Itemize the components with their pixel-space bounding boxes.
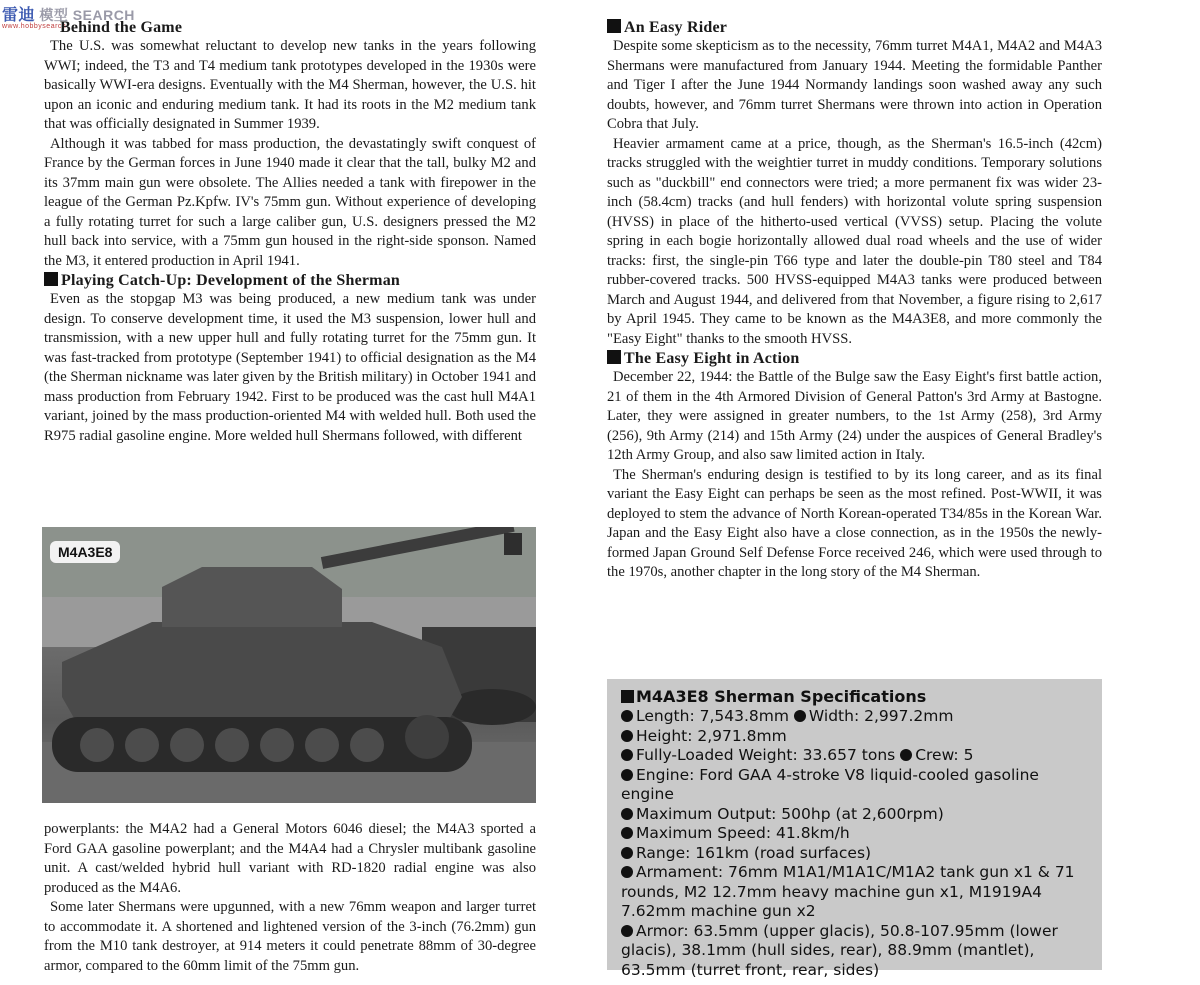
left-column-bottom <box>44 820 536 976</box>
heading-text: Behind the Game <box>60 19 183 36</box>
paragraph: The Sherman's enduring design is testified to by its long career, and as its final variant the Easy Eight can perhaps be seen as the most refined. Post-WWII, it was deployed to stem the advance of North Korean-operated T34/85s in the Korean War. Japan and the Easy Eight also have a close connection, as in the 1950s the newly-formed Japan Ground Self Defense Force received 246, which were used through to the 1970s, another chapter in the long story of the M4 Sherman. <box>607 466 1102 580</box>
bullet-icon <box>900 749 912 761</box>
right-column <box>607 18 1102 583</box>
paragraph: Despite some skepticism as to the necessity, 76mm turret M4A1, M4A2 and M4A3 Shermans were manufactured from January 1944. Meeting the formidable Panther and Tiger I after the June 1944 Normandy landings soon washed away any such doubts, however, and 76mm turret Shermans were thrown into action in Operation Cobra that July. <box>607 38 1102 132</box>
heading-behind-the-game <box>44 18 536 37</box>
spec-speed <box>621 824 1096 844</box>
bullet-icon <box>621 749 633 761</box>
paragraph: December 22, 1944: the Battle of the Bulge saw the Easy Eight's first battle action, 21 of them in the 4th Armored Division of General Patton's 3rd Army at Bastogne. Later, they were assigned in greater numbers, to the 1st Army (258), 3rd Army (256), 9th Army (214) and 15th Army (24) under the auspices of General Bradley's 12th Army Group, and also saw limited action in Italy. <box>607 369 1102 463</box>
bullet-icon <box>794 710 806 722</box>
heading-text: The Easy Eight in Action <box>624 350 800 367</box>
bullet-icon <box>621 827 633 839</box>
specifications-title <box>621 687 1096 707</box>
paragraph: Heavier armament came at a price, though, as the Sherman's 16.5-inch (42cm) tracks struggled with the weightier turret in muddy conditions. Temporary solutions such as "duckbill" end connectors were tried; a more permanent fix was wider 23-inch (58.4cm) tracks (and hull fenders) with horizontal volute spring suspension (HVSS) in place of the hitherto-used vertical (VVSS) setup. Placing the volute spring in each bogie horizontally allowed dual road wheels and the use of wider tracks: first, the single-pin T66 type and later the double-pin T80 steel and T84 rubber-covered tracks. 500 HVSS-equipped M4A3 tanks were produced between March and August 1944, and delivered from that November, a figure rising to 2,617 by April 1945. They came to be known as the M4A3E8, and more commonly the "Easy Eight" thanks to the smooth HVSS. <box>607 135 1102 347</box>
spec-range <box>621 844 1096 864</box>
bullet-icon <box>621 847 633 859</box>
spec-output-text: Maximum Output: 500hp (at 2,600rpm) <box>636 804 944 823</box>
spec-height-text: Height: 2,971.8mm <box>636 726 787 745</box>
paragraph: Even as the stopgap M3 was being produced, a new medium tank was under design. To conserve development time, it used the M3 suspension, lower hull and transmission, with a new upper hull and fully rotating turret for the 75mm gun. It was fast-tracked from prototype (September 1941) to official designation as the M4 (the Sherman nickname was later given by the British military) in October 1941 and mass production from February 1942. First to be produced was the cast hull M4A1 variant, joined by the mass production-oriented M4 with welded hull. Both used the R975 radial gasoline engine. More welded hull Shermans followed, with different <box>44 291 536 444</box>
watermark-brand: 模型 SEARCH <box>39 7 135 23</box>
spec-armament-text: Armament: 76mm M1A1/M1A1C/M1A2 tank gun x1 & 71 rounds, M2 12.7mm heavy machine gun x1, M1919A4 7.62mm machine gun x2 <box>621 863 1075 920</box>
tank-photo <box>42 527 536 803</box>
watermark-cn: 雷迪 <box>2 7 36 24</box>
left-column <box>44 18 536 446</box>
heading-easy-rider <box>607 18 1102 37</box>
specifications-title-text: M4A3E8 Sherman Specifications <box>636 687 927 706</box>
paragraph: Some later Shermans were upgunned, with a new 76mm weapon and larger turret to accommodate it. A shortened and lightened version of the 3-inch (76.2mm) gun from the M10 tank destroyer, at 914 meters it could penetrate 88mm of 30-degree armor, compared to the 60mm limit of the 75mm gun. <box>44 899 536 974</box>
tank-illustration <box>42 527 536 803</box>
bullet-icon <box>621 925 633 937</box>
bullet-icon <box>621 866 633 878</box>
bullet-icon <box>621 808 633 820</box>
spec-length-width <box>621 707 1096 727</box>
spec-speed-text: Maximum Speed: 41.8km/h <box>636 824 850 842</box>
square-bullet-icon <box>607 350 621 364</box>
spec-range-text: Range: 161km (road surfaces) <box>636 843 872 862</box>
spec-length: Length: 7,543.8mm <box>636 707 789 725</box>
heading-catch-up <box>44 271 536 290</box>
heading-text: An Easy Rider <box>624 19 728 36</box>
spec-crew: Crew: 5 <box>915 746 974 764</box>
paragraph: powerplants: the M4A2 had a General Motors 6046 diesel; the M4A3 sported a Ford GAA gasoline powerplant; and the M4A4 had a Chrysler multibank gasoline unit. A cast/welded hybrid hull variant with RD-1820 radial engine was also produced as the M4A6. <box>44 821 536 896</box>
bullet-icon <box>621 730 633 742</box>
heading-easy-eight-in-action <box>607 349 1102 368</box>
paragraph: Although it was tabbed for mass production, the devastatingly swift conquest of France by the German forces in June 1940 made it clear that the tall, bulky M2 and its 37mm main gun were obsolete. The Allies needed a tank with firepower in the league of the German Pz.Kpfw. IV's 75mm gun. Without experience of developing a fully rotating turret for such a large caliber gun, U.S. designers pressed the M2 hull back into service, with a 75mm gun housed in the right-side sponson. Named the M3, it entered production in April 1941. <box>44 135 536 269</box>
spec-armor <box>621 922 1096 981</box>
photo-label: M4A3E8 <box>50 541 120 563</box>
square-bullet-icon <box>607 19 621 33</box>
watermark-url: www.hobbysearch <box>2 23 67 30</box>
square-bullet-icon <box>44 272 58 286</box>
bullet-icon <box>621 710 633 722</box>
specifications-box <box>607 679 1102 979</box>
heading-text: Playing Catch-Up: Development of the Sherman <box>61 272 400 289</box>
paragraph: The U.S. was somewhat reluctant to develop new tanks in the years following WWI; indeed, the T3 and T4 medium tank prototypes developed in the 1930s were basically WWI-era designs. Eventually with the M4 Sherman, however, the U.S. hit upon an iconic and enduring medium tank. It had its roots in the M2 medium tank that was officially designated in Summer 1939. <box>44 38 536 132</box>
spec-engine-text: Engine: Ford GAA 4-stroke V8 liquid-cooled gasoline engine <box>621 765 1039 803</box>
spec-engine <box>621 766 1096 805</box>
spec-output <box>621 805 1096 825</box>
spec-weight-crew <box>621 746 1096 766</box>
spec-weight: Fully-Loaded Weight: 33.657 tons <box>636 746 896 764</box>
spec-width: Width: 2,997.2mm <box>808 707 954 725</box>
square-bullet-icon <box>621 690 634 703</box>
spec-height <box>621 727 1096 747</box>
bullet-icon <box>621 769 633 781</box>
spec-armor-text: Armor: 63.5mm (upper glacis), 50.8-107.95mm (lower glacis), 38.1mm (hull sides, rear), 88.9mm (mantlet), 63.5mm (turret front, rear, sides) <box>621 921 1058 979</box>
spec-armament <box>621 863 1096 922</box>
